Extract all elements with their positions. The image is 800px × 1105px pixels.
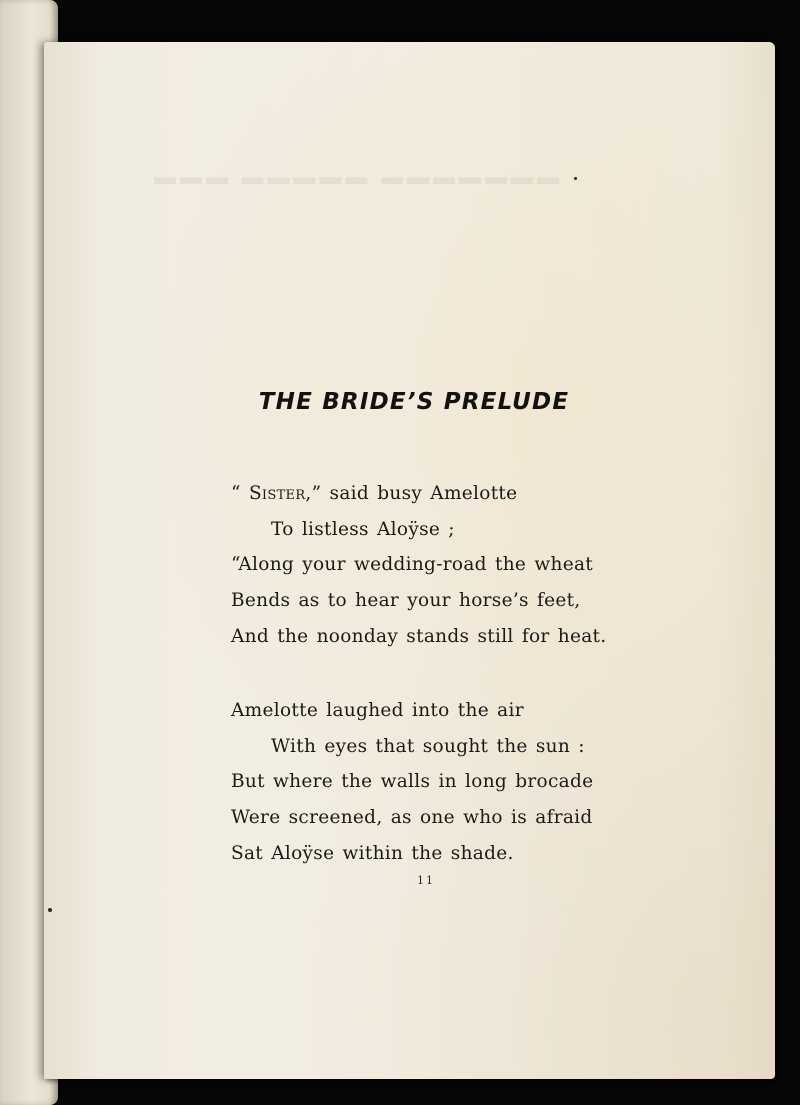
poem-line: To listless Aloÿse ; [271, 518, 455, 540]
poem-line: “Along your wedding-road the wheat [231, 554, 594, 576]
stanza-2 [231, 697, 593, 875]
poem-line: With eyes that sought the sun : [271, 735, 585, 757]
poem-line: Were screened, as one who is afraid [231, 807, 593, 829]
small-caps-word: Sister, [248, 483, 312, 504]
page-number: 11 [417, 874, 435, 887]
poem-line: Amelotte laughed into the air [231, 700, 524, 721]
poem-line: Bends as to hear your horse’s feet, [231, 590, 581, 612]
paper-speck [48, 908, 52, 912]
show-through-text: ▬▬▬ ▬▬▬▬▬ ▬▬▬▬▬▬▬ [154, 164, 563, 189]
poem-line: “ Sister,” said busy Amelotte [231, 483, 518, 504]
poem-line: Sat Aloÿse within the shade. [231, 842, 514, 864]
poem-line: But where the walls in long brocade [231, 771, 594, 793]
book-page [44, 42, 775, 1079]
stanza-1 [231, 480, 606, 658]
paper-speck [574, 177, 577, 180]
poem-line: And the noonday stands still for heat. [231, 625, 607, 647]
poem-title: THE BRIDE’S PRELUDE [258, 389, 570, 415]
